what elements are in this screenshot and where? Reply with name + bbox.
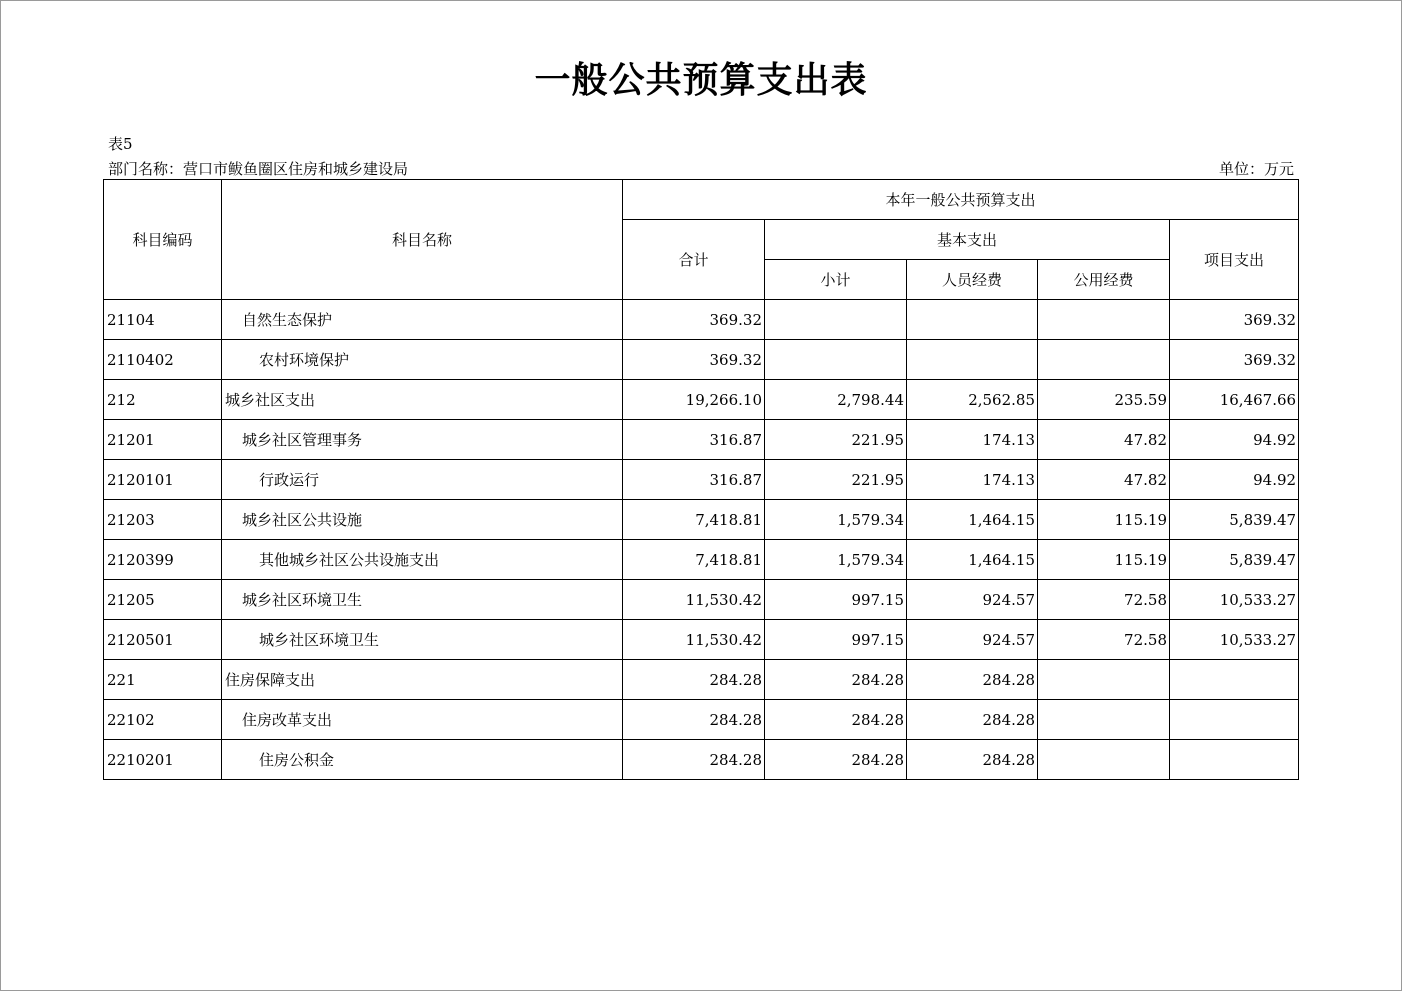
cell-public bbox=[1038, 300, 1170, 340]
cell-project bbox=[1170, 700, 1299, 740]
cell-code: 2110402 bbox=[104, 340, 222, 380]
cell-personnel: 174.13 bbox=[907, 420, 1038, 460]
header-subtotal: 小计 bbox=[765, 260, 907, 300]
cell-name: 其他城乡社区公共设施支出 bbox=[222, 540, 623, 580]
cell-project: 5,839.47 bbox=[1170, 500, 1299, 540]
cell-public: 235.59 bbox=[1038, 380, 1170, 420]
cell-subtotal: 2,798.44 bbox=[765, 380, 907, 420]
cell-personnel: 924.57 bbox=[907, 580, 1038, 620]
cell-public: 72.58 bbox=[1038, 620, 1170, 660]
cell-project: 369.32 bbox=[1170, 300, 1299, 340]
cell-code: 2120501 bbox=[104, 620, 222, 660]
header-total: 合计 bbox=[623, 220, 765, 300]
cell-subtotal bbox=[765, 300, 907, 340]
table-row bbox=[104, 380, 1299, 420]
cell-total: 11,530.42 bbox=[623, 580, 765, 620]
cell-total: 369.32 bbox=[623, 340, 765, 380]
cell-personnel: 284.28 bbox=[907, 700, 1038, 740]
cell-total: 7,418.81 bbox=[623, 500, 765, 540]
page-title: 一般公共预算支出表 bbox=[534, 60, 868, 101]
table-row bbox=[104, 340, 1299, 380]
cell-code: 21203 bbox=[104, 500, 222, 540]
cell-personnel bbox=[907, 300, 1038, 340]
table-row bbox=[104, 700, 1299, 740]
cell-subtotal: 284.28 bbox=[765, 700, 907, 740]
cell-code: 2120399 bbox=[104, 540, 222, 580]
cell-subtotal: 284.28 bbox=[765, 660, 907, 700]
cell-total: 11,530.42 bbox=[623, 620, 765, 660]
table-row bbox=[104, 660, 1299, 700]
cell-personnel: 2,562.85 bbox=[907, 380, 1038, 420]
cell-name: 自然生态保护 bbox=[222, 300, 623, 340]
cell-code: 2210201 bbox=[104, 740, 222, 780]
cell-name: 城乡社区公共设施 bbox=[222, 500, 623, 540]
cell-code: 21104 bbox=[104, 300, 222, 340]
cell-public: 72.58 bbox=[1038, 580, 1170, 620]
cell-project: 16,467.66 bbox=[1170, 380, 1299, 420]
cell-project: 369.32 bbox=[1170, 340, 1299, 380]
cell-subtotal bbox=[765, 340, 907, 380]
cell-total: 284.28 bbox=[623, 740, 765, 780]
cell-subtotal: 284.28 bbox=[765, 740, 907, 780]
table-row bbox=[104, 460, 1299, 500]
cell-personnel: 284.28 bbox=[907, 660, 1038, 700]
header-name: 科目名称 bbox=[222, 180, 623, 300]
cell-name: 住房保障支出 bbox=[222, 660, 623, 700]
cell-public bbox=[1038, 660, 1170, 700]
cell-name: 住房改革支出 bbox=[222, 700, 623, 740]
cell-project: 94.92 bbox=[1170, 420, 1299, 460]
table-row bbox=[104, 740, 1299, 780]
cell-subtotal: 221.95 bbox=[765, 460, 907, 500]
header-basic: 基本支出 bbox=[765, 220, 1170, 260]
cell-code: 212 bbox=[104, 380, 222, 420]
cell-personnel: 174.13 bbox=[907, 460, 1038, 500]
cell-project: 10,533.27 bbox=[1170, 620, 1299, 660]
table-row bbox=[104, 500, 1299, 540]
cell-personnel: 1,464.15 bbox=[907, 540, 1038, 580]
cell-public bbox=[1038, 340, 1170, 380]
cell-project bbox=[1170, 740, 1299, 780]
cell-subtotal: 221.95 bbox=[765, 420, 907, 460]
cell-total: 284.28 bbox=[623, 660, 765, 700]
table-row bbox=[104, 620, 1299, 660]
department-name: 部门名称：营口市鲅鱼圈区住房和城乡建设局 bbox=[108, 160, 409, 178]
cell-name: 行政运行 bbox=[222, 460, 623, 500]
cell-name: 城乡社区支出 bbox=[222, 380, 623, 420]
cell-name: 农村环境保护 bbox=[222, 340, 623, 380]
cell-personnel: 1,464.15 bbox=[907, 500, 1038, 540]
cell-project: 10,533.27 bbox=[1170, 580, 1299, 620]
cell-total: 19,266.10 bbox=[623, 380, 765, 420]
cell-name: 城乡社区环境卫生 bbox=[222, 580, 623, 620]
cell-name: 住房公积金 bbox=[222, 740, 623, 780]
cell-personnel bbox=[907, 340, 1038, 380]
cell-subtotal: 997.15 bbox=[765, 620, 907, 660]
table-row bbox=[104, 580, 1299, 620]
header-project: 项目支出 bbox=[1170, 220, 1299, 300]
cell-subtotal: 1,579.34 bbox=[765, 500, 907, 540]
header-group: 本年一般公共预算支出 bbox=[623, 180, 1299, 220]
cell-project bbox=[1170, 660, 1299, 700]
cell-subtotal: 1,579.34 bbox=[765, 540, 907, 580]
table-number: 表5 bbox=[108, 135, 133, 153]
cell-code: 2120101 bbox=[104, 460, 222, 500]
cell-total: 316.87 bbox=[623, 460, 765, 500]
cell-public: 47.82 bbox=[1038, 460, 1170, 500]
cell-name: 城乡社区环境卫生 bbox=[222, 620, 623, 660]
cell-total: 7,418.81 bbox=[623, 540, 765, 580]
cell-public bbox=[1038, 700, 1170, 740]
cell-public: 47.82 bbox=[1038, 420, 1170, 460]
unit-label: 单位：万元 bbox=[1218, 160, 1294, 178]
table-row bbox=[104, 300, 1299, 340]
cell-subtotal: 997.15 bbox=[765, 580, 907, 620]
cell-personnel: 284.28 bbox=[907, 740, 1038, 780]
budget-table bbox=[103, 179, 1299, 780]
table-row bbox=[104, 540, 1299, 580]
cell-name: 城乡社区管理事务 bbox=[222, 420, 623, 460]
table-row bbox=[104, 420, 1299, 460]
header-public: 公用经费 bbox=[1038, 260, 1170, 300]
cell-code: 221 bbox=[104, 660, 222, 700]
cell-total: 369.32 bbox=[623, 300, 765, 340]
header-personnel: 人员经费 bbox=[907, 260, 1038, 300]
cell-public: 115.19 bbox=[1038, 500, 1170, 540]
cell-public bbox=[1038, 740, 1170, 780]
cell-code: 21205 bbox=[104, 580, 222, 620]
cell-project: 5,839.47 bbox=[1170, 540, 1299, 580]
cell-total: 316.87 bbox=[623, 420, 765, 460]
cell-code: 21201 bbox=[104, 420, 222, 460]
cell-code: 22102 bbox=[104, 700, 222, 740]
cell-project: 94.92 bbox=[1170, 460, 1299, 500]
cell-public: 115.19 bbox=[1038, 540, 1170, 580]
cell-personnel: 924.57 bbox=[907, 620, 1038, 660]
cell-total: 284.28 bbox=[623, 700, 765, 740]
header-code: 科目编码 bbox=[104, 180, 222, 300]
